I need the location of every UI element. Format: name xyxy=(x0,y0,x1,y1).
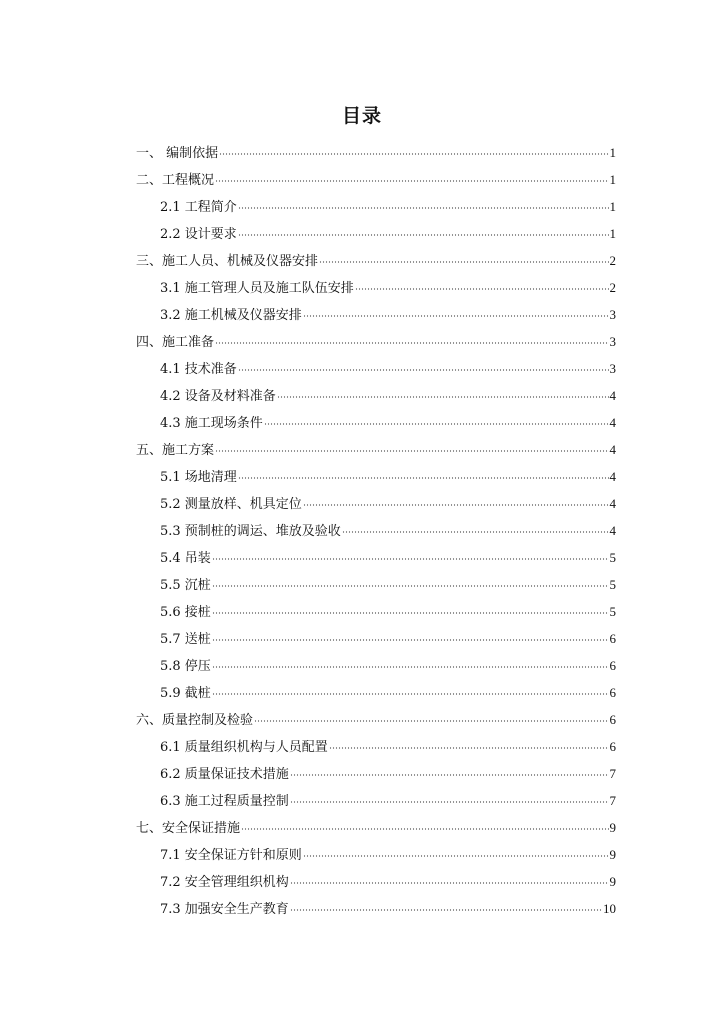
toc-entry[interactable] xyxy=(136,328,616,355)
toc-entry-label: 4.2 设备及材料准备 xyxy=(160,389,276,404)
toc-entry-page-number: 3 xyxy=(609,307,616,322)
toc-entry-label: 4.1 技术准备 xyxy=(160,362,237,377)
toc-entry-label: 3.1 施工管理人员及施工队伍安排 xyxy=(160,281,354,296)
toc-entry-label: 6.3 施工过程质量控制 xyxy=(160,794,289,809)
dot-leader xyxy=(212,612,609,614)
toc-entry-label: 五、施工方案 xyxy=(136,443,215,458)
toc-entry[interactable] xyxy=(136,490,616,517)
dot-leader xyxy=(355,288,609,290)
toc-entry[interactable] xyxy=(136,382,616,409)
toc-entry-page-number: 1 xyxy=(609,145,616,160)
toc-entry-page-number: 7 xyxy=(609,766,616,781)
toc-entry-page-number: 6 xyxy=(609,685,616,700)
toc-entry-label: 一、 编制依据 xyxy=(136,146,219,161)
toc-entry-page-number: 2 xyxy=(609,280,616,295)
dot-leader xyxy=(329,747,609,749)
toc-entry[interactable] xyxy=(136,463,616,490)
toc-entry-page-number: 4 xyxy=(609,415,616,430)
toc-entry[interactable] xyxy=(136,895,616,922)
dot-leader xyxy=(212,585,609,587)
toc-entry[interactable] xyxy=(136,274,616,301)
dot-leader xyxy=(212,693,609,695)
dot-leader xyxy=(303,504,609,506)
toc-entry-page-number: 4 xyxy=(609,442,616,457)
toc-entry-page-number: 1 xyxy=(609,199,616,214)
dot-leader xyxy=(290,774,609,776)
toc-entry[interactable] xyxy=(136,139,616,166)
toc-entry-page-number: 5 xyxy=(609,604,616,619)
toc-entry-page-number: 9 xyxy=(609,820,616,835)
dot-leader xyxy=(238,207,609,209)
toc-entry-page-number: 3 xyxy=(609,334,616,349)
dot-leader xyxy=(290,801,609,803)
dot-leader xyxy=(215,342,608,344)
toc-entry[interactable] xyxy=(136,760,616,787)
toc-entry[interactable] xyxy=(136,571,616,598)
toc-entry-page-number: 5 xyxy=(609,577,616,592)
dot-leader xyxy=(238,477,609,479)
dot-leader xyxy=(303,855,609,857)
toc-entry-page-number: 9 xyxy=(609,847,616,862)
toc-entry-label: 5.7 送桩 xyxy=(160,632,211,647)
toc-entry[interactable] xyxy=(136,868,616,895)
toc-entry[interactable] xyxy=(136,301,616,328)
dot-leader xyxy=(241,828,608,830)
toc-entry-page-number: 3 xyxy=(609,361,616,376)
toc-entry-page-number: 6 xyxy=(609,631,616,646)
toc-entry[interactable] xyxy=(136,814,616,841)
page-title: 目录 xyxy=(341,105,382,127)
toc-entry-label: 二、工程概况 xyxy=(136,173,215,188)
toc-entry-label: 三、施工人员、机械及仪器安排 xyxy=(136,254,319,269)
dot-leader xyxy=(277,396,609,398)
toc-entry-label: 四、施工准备 xyxy=(136,335,215,350)
toc-entry-page-number: 6 xyxy=(609,739,616,754)
toc-entry-label: 5.5 沉桩 xyxy=(160,578,211,593)
dot-leader xyxy=(212,639,609,641)
toc-entry[interactable] xyxy=(136,355,616,382)
toc-entry-label: 5.6 接桩 xyxy=(160,605,211,620)
toc-entry-page-number: 10 xyxy=(603,901,616,916)
toc-entry-page-number: 9 xyxy=(609,874,616,889)
dot-leader xyxy=(290,909,602,911)
toc-entry-page-number: 6 xyxy=(609,658,616,673)
toc-entry[interactable] xyxy=(136,652,616,679)
dot-leader xyxy=(342,531,609,533)
dot-leader xyxy=(254,720,608,722)
dot-leader xyxy=(238,234,609,236)
toc-entry[interactable] xyxy=(136,220,616,247)
toc-entry-label: 7.3 加强安全生产教育 xyxy=(160,902,289,917)
toc-entry-label: 4.3 施工现场条件 xyxy=(160,416,263,431)
dot-leader xyxy=(212,558,609,560)
toc-entry[interactable] xyxy=(136,436,616,463)
toc-entry-label: 6.2 质量保证技术措施 xyxy=(160,767,289,782)
toc-entry-page-number: 7 xyxy=(609,793,616,808)
dot-leader xyxy=(238,369,609,371)
toc-entry-label: 5.4 吊装 xyxy=(160,551,211,566)
dot-leader xyxy=(303,315,609,317)
toc-entry[interactable] xyxy=(136,625,616,652)
dot-leader xyxy=(290,882,609,884)
toc-entry-page-number: 2 xyxy=(609,253,616,268)
toc-entry-label: 5.3 预制桩的调运、堆放及验收 xyxy=(160,524,341,539)
toc-entry[interactable] xyxy=(136,166,616,193)
toc-entry[interactable] xyxy=(136,679,616,706)
toc-entry[interactable] xyxy=(136,733,616,760)
toc-entry-label: 7.1 安全保证方针和原则 xyxy=(160,848,302,863)
toc-entry-page-number: 1 xyxy=(609,172,616,187)
toc-entry[interactable] xyxy=(136,787,616,814)
table-of-contents xyxy=(136,139,616,922)
toc-entry[interactable] xyxy=(136,706,616,733)
toc-entry-page-number: 4 xyxy=(609,523,616,538)
toc-entry-label: 七、安全保证措施 xyxy=(136,821,241,836)
toc-entry-page-number: 4 xyxy=(609,496,616,511)
toc-entry[interactable] xyxy=(136,544,616,571)
toc-entry-page-number: 4 xyxy=(609,469,616,484)
toc-entry[interactable] xyxy=(136,517,616,544)
dot-leader xyxy=(319,261,608,263)
toc-entry-page-number: 5 xyxy=(609,550,616,565)
toc-entry[interactable] xyxy=(136,193,616,220)
toc-entry[interactable] xyxy=(136,841,616,868)
toc-entry-label: 5.9 截桩 xyxy=(160,686,211,701)
toc-entry-label: 6.1 质量组织机构与人员配置 xyxy=(160,740,328,755)
toc-entry-page-number: 1 xyxy=(609,226,616,241)
toc-entry-page-number: 4 xyxy=(609,388,616,403)
toc-entry-label: 5.2 测量放样、机具定位 xyxy=(160,497,302,512)
toc-entry-label: 7.2 安全管理组织机构 xyxy=(160,875,289,890)
dot-leader xyxy=(212,666,609,668)
toc-entry-label: 5.1 场地清理 xyxy=(160,470,237,485)
toc-entry[interactable] xyxy=(136,247,616,274)
dot-leader xyxy=(264,423,609,425)
dot-leader xyxy=(219,153,608,155)
toc-entry-label: 2.1 工程简介 xyxy=(160,200,237,215)
toc-entry-label: 2.2 设计要求 xyxy=(160,227,237,242)
toc-entry[interactable] xyxy=(136,409,616,436)
toc-entry[interactable] xyxy=(136,598,616,625)
toc-entry-label: 六、质量控制及检验 xyxy=(136,713,254,728)
dot-leader xyxy=(215,180,608,182)
dot-leader xyxy=(215,450,608,452)
toc-entry-page-number: 6 xyxy=(609,712,616,727)
toc-entry-label: 3.2 施工机械及仪器安排 xyxy=(160,308,302,323)
toc-entry-label: 5.8 停压 xyxy=(160,659,211,674)
